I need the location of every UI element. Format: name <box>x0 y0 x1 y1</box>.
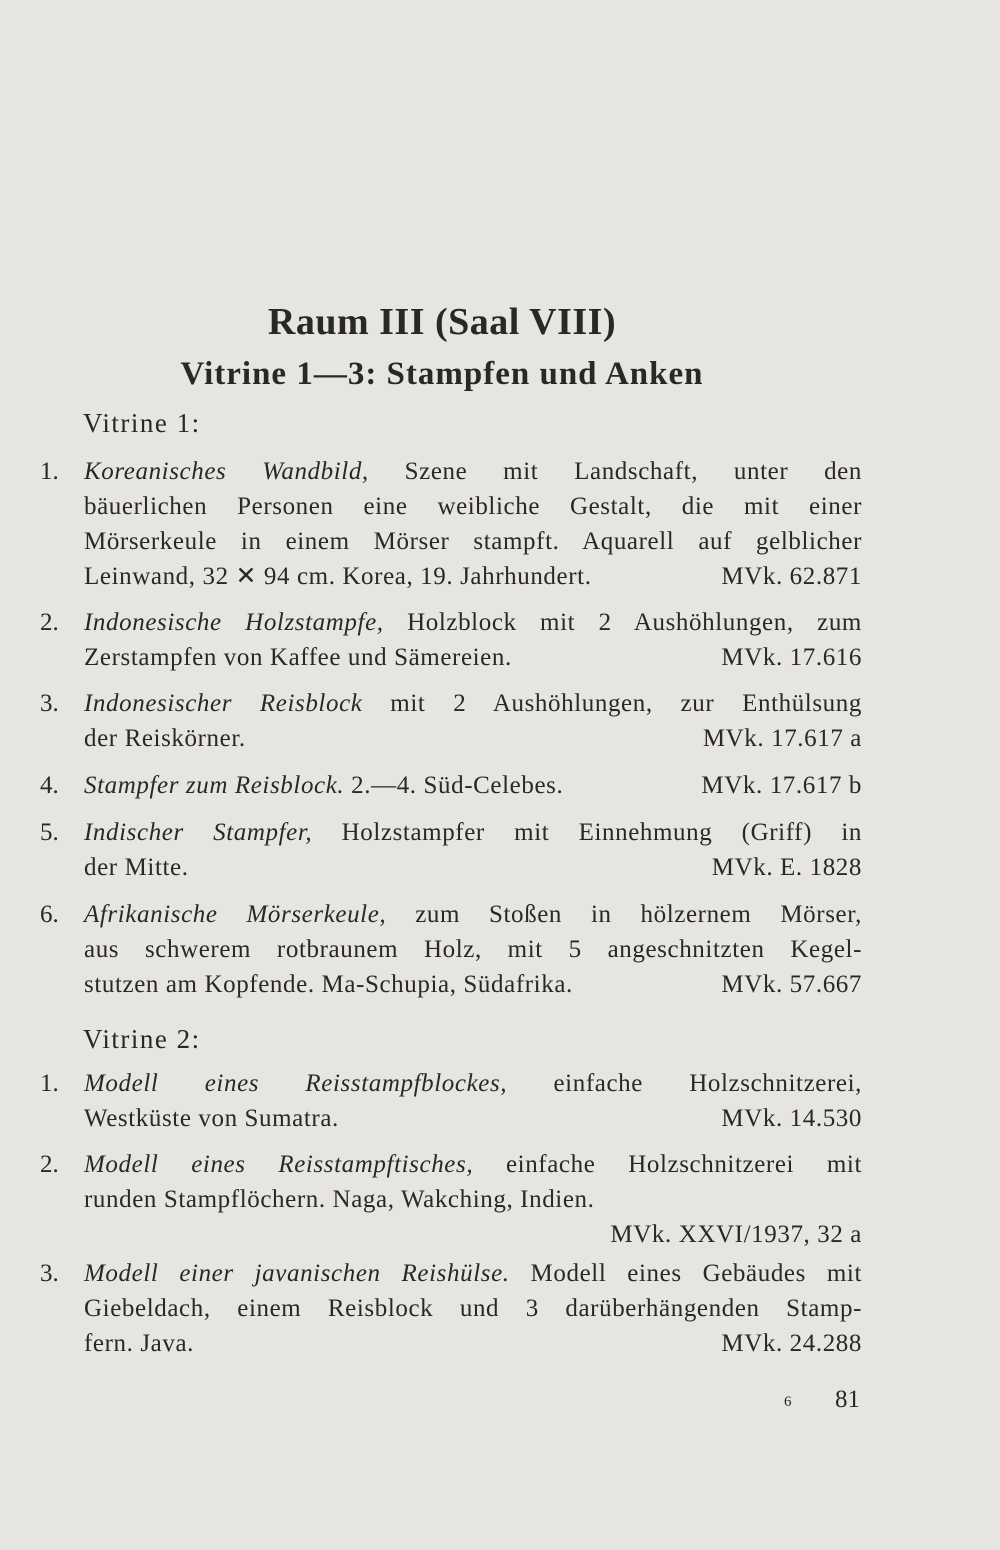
entry-text: Holzstampfer mit Einnehmung (Griff) in <box>312 819 862 846</box>
entry-number: 2. <box>40 609 59 636</box>
catalog-entry <box>40 897 862 1002</box>
page-subtitle: Vitrine 1—3: Stampfen und Anken <box>180 356 704 392</box>
entry-text: runden Stampflöchern. Naga, Wakching, Indien. <box>84 1186 595 1213</box>
page-title: Raum III (Saal VIII) <box>267 301 617 343</box>
entry-number: 1. <box>40 458 59 485</box>
entry-text: einfache Holzschnitzerei mit <box>473 1151 862 1178</box>
entry-reference: MVk. 24.288 <box>721 1330 862 1357</box>
entry-text: Holzblock mit 2 Aushöhlungen, zum <box>383 609 862 636</box>
catalog-entry <box>40 686 862 756</box>
entry-reference: MVk. 17.617 b <box>701 772 862 799</box>
entry-text: einfache Holzschnitzerei, <box>507 1070 862 1097</box>
entry-reference: MVk. 14.530 <box>721 1105 862 1132</box>
entry-number: 3. <box>40 1260 59 1287</box>
entry-text: Mörserkeule in einem Mörser stampft. Aquarell auf gelblicher <box>84 528 862 555</box>
catalog-entry <box>40 815 862 885</box>
entry-title: Modell einer javanischen Reishülse. <box>84 1260 510 1287</box>
entry-title: Afrikanische Mörserkeule, <box>84 901 387 928</box>
catalog-entry <box>40 454 862 594</box>
entry-title: Modell eines Reisstampfblockes, <box>84 1070 508 1097</box>
entry-reference: MVk. 57.667 <box>721 971 862 998</box>
entry-title: Modell eines Reisstampftisches, <box>84 1151 474 1178</box>
entry-title: Koreanisches Wandbild, <box>84 458 369 485</box>
catalog-entry <box>40 768 862 803</box>
entry-number: 2. <box>40 1151 59 1178</box>
entry-text: 2.—4. Süd-Celebes. <box>344 772 564 799</box>
entry-number: 5. <box>40 819 59 846</box>
catalog-entry <box>40 1066 862 1136</box>
signature-mark: 6 <box>784 1394 792 1410</box>
entry-text: Modell eines Gebäudes mit <box>509 1260 863 1287</box>
entry-title: Stampfer zum Reisblock. <box>84 772 345 799</box>
entry-title: Indonesische Holzstampfe, <box>84 609 384 636</box>
page-number: 81 <box>835 1386 860 1413</box>
entry-text: der Mitte. <box>84 854 189 881</box>
catalog-entry <box>40 1256 862 1361</box>
entry-text: Westküste von Sumatra. <box>84 1105 339 1132</box>
entry-text: Giebeldach, einem Reisblock und 3 darüberhängenden Stamp- <box>84 1295 862 1322</box>
entry-text: zum Stoßen in hölzernem Mörser, <box>386 901 863 928</box>
entry-title: Indischer Stampfer, <box>84 819 313 846</box>
entry-text: bäuerlichen Personen eine weibliche Gestalt, die mit einer <box>84 493 862 520</box>
entry-title: Indonesischer Reisblock <box>84 690 363 717</box>
entry-text: Zerstampfen von Kaffee und Sämereien. <box>84 644 512 671</box>
entry-reference: MVk. E. 1828 <box>711 854 862 881</box>
entry-text: fern. Java. <box>84 1330 195 1357</box>
catalog-entry <box>40 605 862 675</box>
entry-text: stutzen am Kopfende. Ma-Schupia, Südafrika. <box>84 971 573 998</box>
entry-number: 3. <box>40 690 59 717</box>
entry-reference: MVk. 17.617 a <box>702 725 862 752</box>
section-heading-vitrine-1: Vitrine 1: <box>83 408 201 438</box>
entry-number: 1. <box>40 1070 59 1097</box>
entry-text: aus schwerem rotbraunem Holz, mit 5 angeschnitzten Kegel- <box>84 936 862 963</box>
entry-text: Szene mit Landschaft, unter den <box>368 458 862 485</box>
entry-reference: MVk. 62.871 <box>721 563 862 590</box>
section-heading-vitrine-2: Vitrine 2: <box>83 1024 201 1054</box>
entry-text: der Reiskörner. <box>84 725 246 752</box>
entry-text: mit 2 Aushöhlungen, zur Enthülsung <box>362 690 862 717</box>
entry-reference: MVk. XXVI/1937, 32 a <box>610 1221 862 1248</box>
entry-number: 6. <box>40 901 59 928</box>
entry-reference: MVk. 17.616 <box>721 644 862 671</box>
catalog-entry <box>40 1147 862 1252</box>
entry-number: 4. <box>40 772 59 799</box>
entry-text: Leinwand, 32 ✕ 94 cm. Korea, 19. Jahrhundert. <box>84 563 592 590</box>
